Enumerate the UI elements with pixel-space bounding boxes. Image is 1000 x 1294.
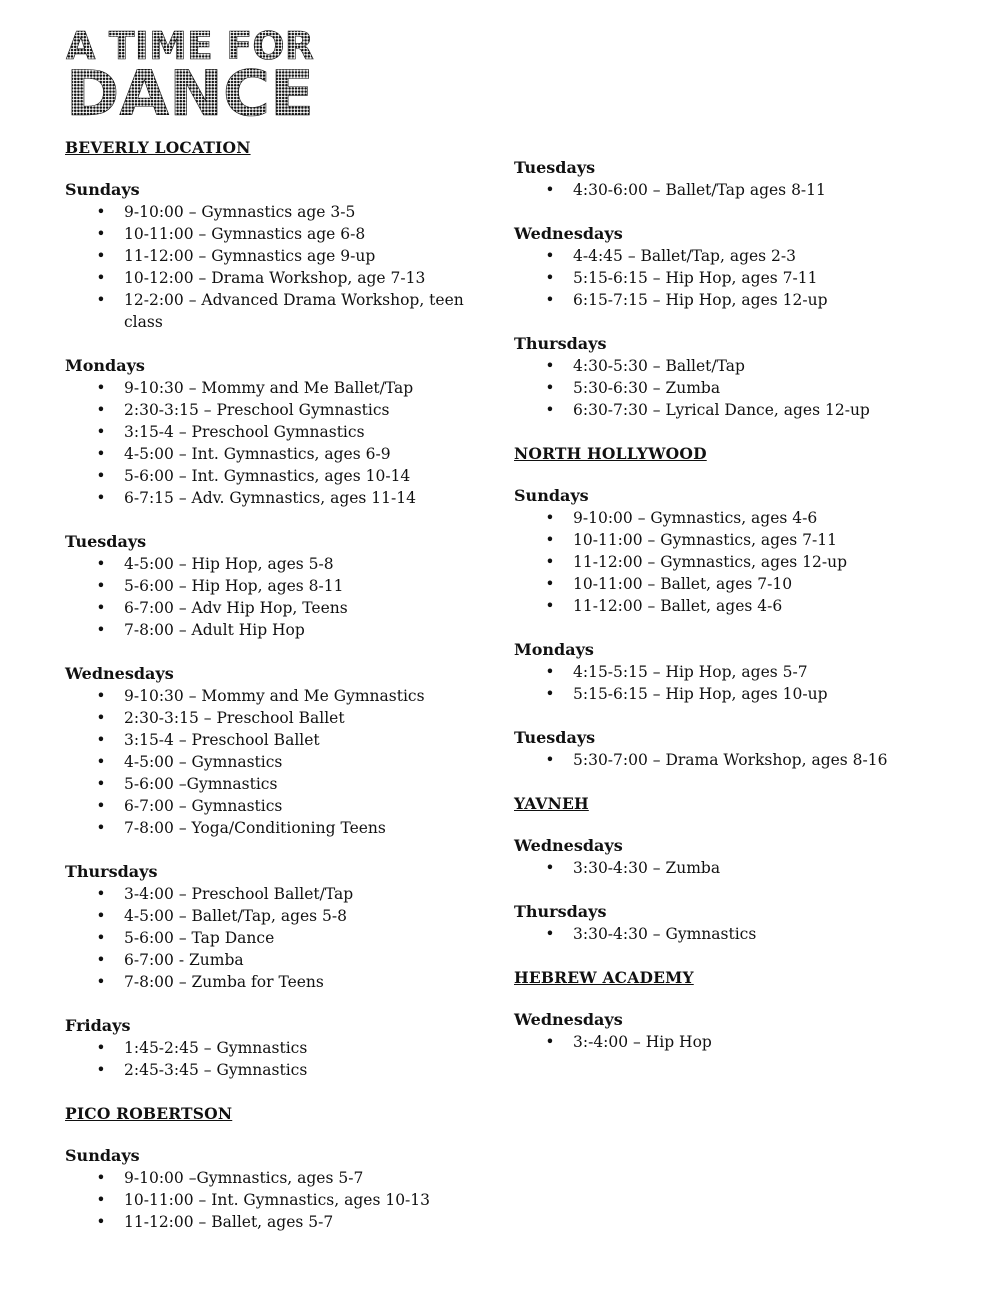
class-item-text: 6:30-7:30 – Lyrical Dance, ages 12-up: [573, 401, 870, 419]
section-heading-beverly-location: BEVERLY LOCATION: [65, 138, 251, 157]
class-item: [65, 1037, 485, 1059]
class-item-text: 4:30-6:00 – Ballet/Tap ages 8-11: [573, 181, 826, 199]
class-item: [514, 179, 954, 201]
class-item-text: 11-12:00 – Gymnastics, ages 12-up: [573, 553, 848, 571]
svg-text:DANCE: DANCE: [66, 57, 314, 118]
class-item: [514, 573, 954, 595]
class-item-text: 2:45-3:45 – Gymnastics: [124, 1061, 308, 1079]
class-item: [65, 223, 485, 245]
bullet-icon: •: [96, 819, 106, 837]
bullet-icon: •: [96, 269, 106, 287]
class-item: [65, 289, 485, 333]
day-heading: Mondays: [65, 356, 145, 375]
class-item: [514, 377, 954, 399]
bullet-icon: •: [545, 575, 555, 593]
class-item: [65, 597, 485, 619]
class-item-text: 5:30-6:30 – Zumba: [573, 379, 721, 397]
class-item: [65, 421, 485, 443]
class-item: [514, 551, 954, 573]
day-group-fridays: [65, 1015, 485, 1081]
day-group-tuesdays: [65, 531, 485, 641]
class-item: [65, 245, 485, 267]
section-heading-hebrew-academy: HEBREW ACADEMY: [514, 968, 694, 987]
class-item: [65, 1167, 485, 1189]
class-item: [514, 1031, 954, 1053]
bullet-icon: •: [96, 621, 106, 639]
class-item-text: 11-12:00 – Ballet, ages 5-7: [124, 1213, 334, 1231]
bullet-icon: •: [545, 685, 555, 703]
day-heading: Mondays: [514, 640, 594, 659]
class-item: [65, 267, 485, 289]
class-item-text: 11-12:00 – Ballet, ages 4-6: [573, 597, 783, 615]
day-heading: Sundays: [65, 180, 140, 199]
class-item-text: 5-6:00 – Tap Dance: [124, 929, 275, 947]
class-item: [65, 927, 485, 949]
class-item: [65, 905, 485, 927]
day-heading: Tuesdays: [65, 532, 147, 551]
day-heading: Thursdays: [514, 902, 607, 921]
class-item-text: 5:15-6:15 – Hip Hop, ages 10-up: [573, 685, 828, 703]
class-item-text: 2:30-3:15 – Preschool Ballet: [124, 709, 345, 727]
class-item-text: 3:15-4 – Preschool Ballet: [124, 731, 320, 749]
bullet-icon: •: [96, 401, 106, 419]
class-item-text: 11-12:00 – Gymnastics age 9-up: [124, 247, 376, 265]
class-item-text: 10-12:00 – Drama Workshop, age 7-13: [124, 269, 426, 287]
class-item: [65, 971, 485, 993]
class-item-text: 4-5:00 – Hip Hop, ages 5-8: [124, 555, 334, 573]
class-item-text: 3:15-4 – Preschool Gymnastics: [124, 423, 365, 441]
day-group-thursdays: [514, 901, 954, 945]
bullet-icon: •: [96, 423, 106, 441]
bullet-icon: •: [96, 797, 106, 815]
day-heading: Fridays: [65, 1016, 131, 1035]
bullet-icon: •: [96, 555, 106, 573]
class-item-text: 5-6:00 – Int. Gymnastics, ages 10-14: [124, 467, 411, 485]
class-item-text: 6:15-7:15 – Hip Hop, ages 12-up: [573, 291, 828, 309]
class-list: [65, 1167, 485, 1233]
class-list: [514, 507, 954, 617]
day-group-wednesdays: [514, 223, 954, 311]
class-list: [514, 857, 954, 879]
class-list: [514, 749, 954, 771]
section-heading-pico-robertson: PICO ROBERTSON: [65, 1104, 233, 1123]
bullet-icon: •: [545, 181, 555, 199]
class-list: [514, 1031, 954, 1053]
class-list: [65, 883, 485, 993]
bullet-icon: •: [96, 445, 106, 463]
class-item: [65, 729, 485, 751]
day-heading: Wednesdays: [514, 224, 623, 243]
day-group-wednesdays: [514, 835, 954, 879]
bullet-icon: •: [545, 663, 555, 681]
right-schedule-column: [514, 157, 954, 1053]
day-heading: Wednesdays: [514, 836, 623, 855]
bullet-icon: •: [545, 751, 555, 769]
class-item-text: 10-11:00 – Gymnastics age 6-8: [124, 225, 366, 243]
day-heading: Thursdays: [514, 334, 607, 353]
bullet-icon: •: [545, 247, 555, 265]
bullet-icon: •: [96, 489, 106, 507]
bullet-icon: •: [96, 203, 106, 221]
bullet-icon: •: [96, 467, 106, 485]
day-heading: Sundays: [65, 1146, 140, 1165]
class-item: [65, 795, 485, 817]
bullet-icon: •: [96, 1169, 106, 1187]
class-item: [514, 399, 954, 421]
day-group-thursdays: [514, 333, 954, 421]
class-item: [514, 923, 954, 945]
class-item: [514, 529, 954, 551]
bullet-icon: •: [96, 1061, 106, 1079]
day-group-tuesdays: [514, 157, 954, 201]
day-group-tuesdays: [514, 727, 954, 771]
class-item: [65, 883, 485, 905]
class-item: [65, 751, 485, 773]
class-list: [65, 1037, 485, 1081]
bullet-icon: •: [96, 225, 106, 243]
bullet-icon: •: [545, 379, 555, 397]
class-item-text: 6-7:00 – Gymnastics: [124, 797, 283, 815]
section-heading-yavneh: YAVNEH: [514, 794, 589, 813]
class-item: [65, 1059, 485, 1081]
bullet-icon: •: [545, 553, 555, 571]
bullet-icon: •: [545, 509, 555, 527]
left-schedule-column: [65, 137, 485, 1233]
day-heading: Wednesdays: [514, 1010, 623, 1029]
day-heading: Wednesdays: [65, 664, 174, 683]
day-group-sundays: [65, 179, 485, 333]
class-item-text: 9-10:30 – Mommy and Me Ballet/Tap: [124, 379, 414, 397]
class-item: [65, 1211, 485, 1233]
day-heading: Tuesdays: [514, 728, 596, 747]
class-item: [65, 399, 485, 421]
bullet-icon: •: [545, 859, 555, 877]
class-item: [514, 289, 954, 311]
class-item-text: 5-6:00 –Gymnastics: [124, 775, 278, 793]
bullet-icon: •: [96, 929, 106, 947]
class-item-text: 9-10:30 – Mommy and Me Gymnastics: [124, 687, 425, 705]
class-item-text: 6-7:15 – Adv. Gymnastics, ages 11-14: [124, 489, 416, 507]
class-item-text: 7-8:00 – Yoga/Conditioning Teens: [124, 819, 386, 837]
day-group-sundays: [65, 1145, 485, 1233]
bullet-icon: •: [545, 1033, 555, 1051]
bullet-icon: •: [96, 687, 106, 705]
bullet-icon: •: [545, 291, 555, 309]
bullet-icon: •: [96, 247, 106, 265]
class-item-text: 5-6:00 – Hip Hop, ages 8-11: [124, 577, 344, 595]
day-heading: Sundays: [514, 486, 589, 505]
a-time-for-dance-logo: [64, 26, 316, 118]
class-list: [65, 201, 485, 333]
day-group-mondays: [514, 639, 954, 705]
class-item: [65, 773, 485, 795]
class-item-text: 2:30-3:15 – Preschool Gymnastics: [124, 401, 390, 419]
bullet-icon: •: [96, 1191, 106, 1209]
bullet-icon: •: [96, 907, 106, 925]
bullet-icon: •: [96, 1039, 106, 1057]
bullet-icon: •: [96, 1213, 106, 1231]
class-item-text: 5:15-6:15 – Hip Hop, ages 7-11: [573, 269, 818, 287]
class-item-text: 10-11:00 – Ballet, ages 7-10: [573, 575, 793, 593]
class-list: [514, 661, 954, 705]
class-item-text: 3:-4:00 – Hip Hop: [573, 1033, 712, 1051]
class-list: [514, 355, 954, 421]
class-item-text: 9-10:00 – Gymnastics age 3-5: [124, 203, 356, 221]
class-item: [65, 465, 485, 487]
class-item-text: 10-11:00 – Gymnastics, ages 7-11: [573, 531, 837, 549]
class-list: [65, 685, 485, 839]
day-group-thursdays: [65, 861, 485, 993]
class-item: [65, 487, 485, 509]
class-item: [65, 377, 485, 399]
bullet-icon: •: [545, 401, 555, 419]
bullet-icon: •: [545, 357, 555, 375]
day-group-mondays: [65, 355, 485, 509]
class-item-text: 6-7:00 – Adv Hip Hop, Teens: [124, 599, 348, 617]
bullet-icon: •: [96, 379, 106, 397]
bullet-icon: •: [96, 951, 106, 969]
class-item-text: 3-4:00 – Preschool Ballet/Tap: [124, 885, 354, 903]
bullet-icon: •: [96, 291, 106, 309]
class-item: [65, 201, 485, 223]
class-item-text: 7-8:00 – Adult Hip Hop: [124, 621, 305, 639]
class-list: [65, 553, 485, 641]
class-item-text: 12-2:00 – Advanced Drama Workshop, teen class: [124, 291, 464, 331]
class-item-text: 9-10:00 – Gymnastics, ages 4-6: [573, 509, 818, 527]
class-item: [514, 267, 954, 289]
class-item-text: 4-5:00 – Gymnastics: [124, 753, 283, 771]
class-item: [514, 507, 954, 529]
bullet-icon: •: [96, 577, 106, 595]
class-item-text: 4:15-5:15 – Hip Hop, ages 5-7: [573, 663, 808, 681]
class-item: [65, 817, 485, 839]
class-item-text: 3:30-4:30 – Gymnastics: [573, 925, 757, 943]
day-group-sundays: [514, 485, 954, 617]
bullet-icon: •: [96, 599, 106, 617]
class-item: [514, 857, 954, 879]
class-item: [514, 595, 954, 617]
class-item: [65, 575, 485, 597]
class-item: [514, 661, 954, 683]
class-item: [65, 685, 485, 707]
bullet-icon: •: [545, 925, 555, 943]
class-item: [65, 707, 485, 729]
class-list: [514, 245, 954, 311]
class-item-text: 4:30-5:30 – Ballet/Tap: [573, 357, 745, 375]
class-item: [65, 619, 485, 641]
class-list: [514, 179, 954, 201]
bullet-icon: •: [545, 597, 555, 615]
svg-text:A TIME FOR: A TIME FOR: [66, 26, 314, 68]
class-item: [514, 749, 954, 771]
day-group-wednesdays: [65, 663, 485, 839]
bullet-icon: •: [545, 269, 555, 287]
bullet-icon: •: [96, 753, 106, 771]
class-item-text: 4-5:00 – Ballet/Tap, ages 5-8: [124, 907, 348, 925]
class-item-text: 7-8:00 – Zumba for Teens: [124, 973, 324, 991]
day-heading: Thursdays: [65, 862, 158, 881]
bullet-icon: •: [96, 885, 106, 903]
class-item: [65, 1189, 485, 1211]
class-item: [514, 683, 954, 705]
bullet-icon: •: [545, 531, 555, 549]
class-item-text: 3:30-4:30 – Zumba: [573, 859, 721, 877]
day-group-wednesdays: [514, 1009, 954, 1053]
class-item-text: 6-7:00 - Zumba: [124, 951, 244, 969]
class-item-text: 9-10:00 –Gymnastics, ages 5-7: [124, 1169, 364, 1187]
class-item-text: 5:30-7:00 – Drama Workshop, ages 8-16: [573, 751, 888, 769]
class-item: [514, 245, 954, 267]
day-heading: Tuesdays: [514, 158, 596, 177]
class-item: [65, 553, 485, 575]
class-list: [65, 377, 485, 509]
class-item: [514, 355, 954, 377]
class-item-text: 1:45-2:45 – Gymnastics: [124, 1039, 308, 1057]
bullet-icon: •: [96, 709, 106, 727]
bullet-icon: •: [96, 731, 106, 749]
class-item-text: 4-4:45 – Ballet/Tap, ages 2-3: [573, 247, 797, 265]
class-item-text: 4-5:00 – Int. Gymnastics, ages 6-9: [124, 445, 391, 463]
bullet-icon: •: [96, 775, 106, 793]
class-item-text: 10-11:00 – Int. Gymnastics, ages 10-13: [124, 1191, 431, 1209]
class-item: [65, 443, 485, 465]
section-heading-north-hollywood: NORTH HOLLYWOOD: [514, 444, 707, 463]
class-list: [514, 923, 954, 945]
class-item: [65, 949, 485, 971]
bullet-icon: •: [96, 973, 106, 991]
